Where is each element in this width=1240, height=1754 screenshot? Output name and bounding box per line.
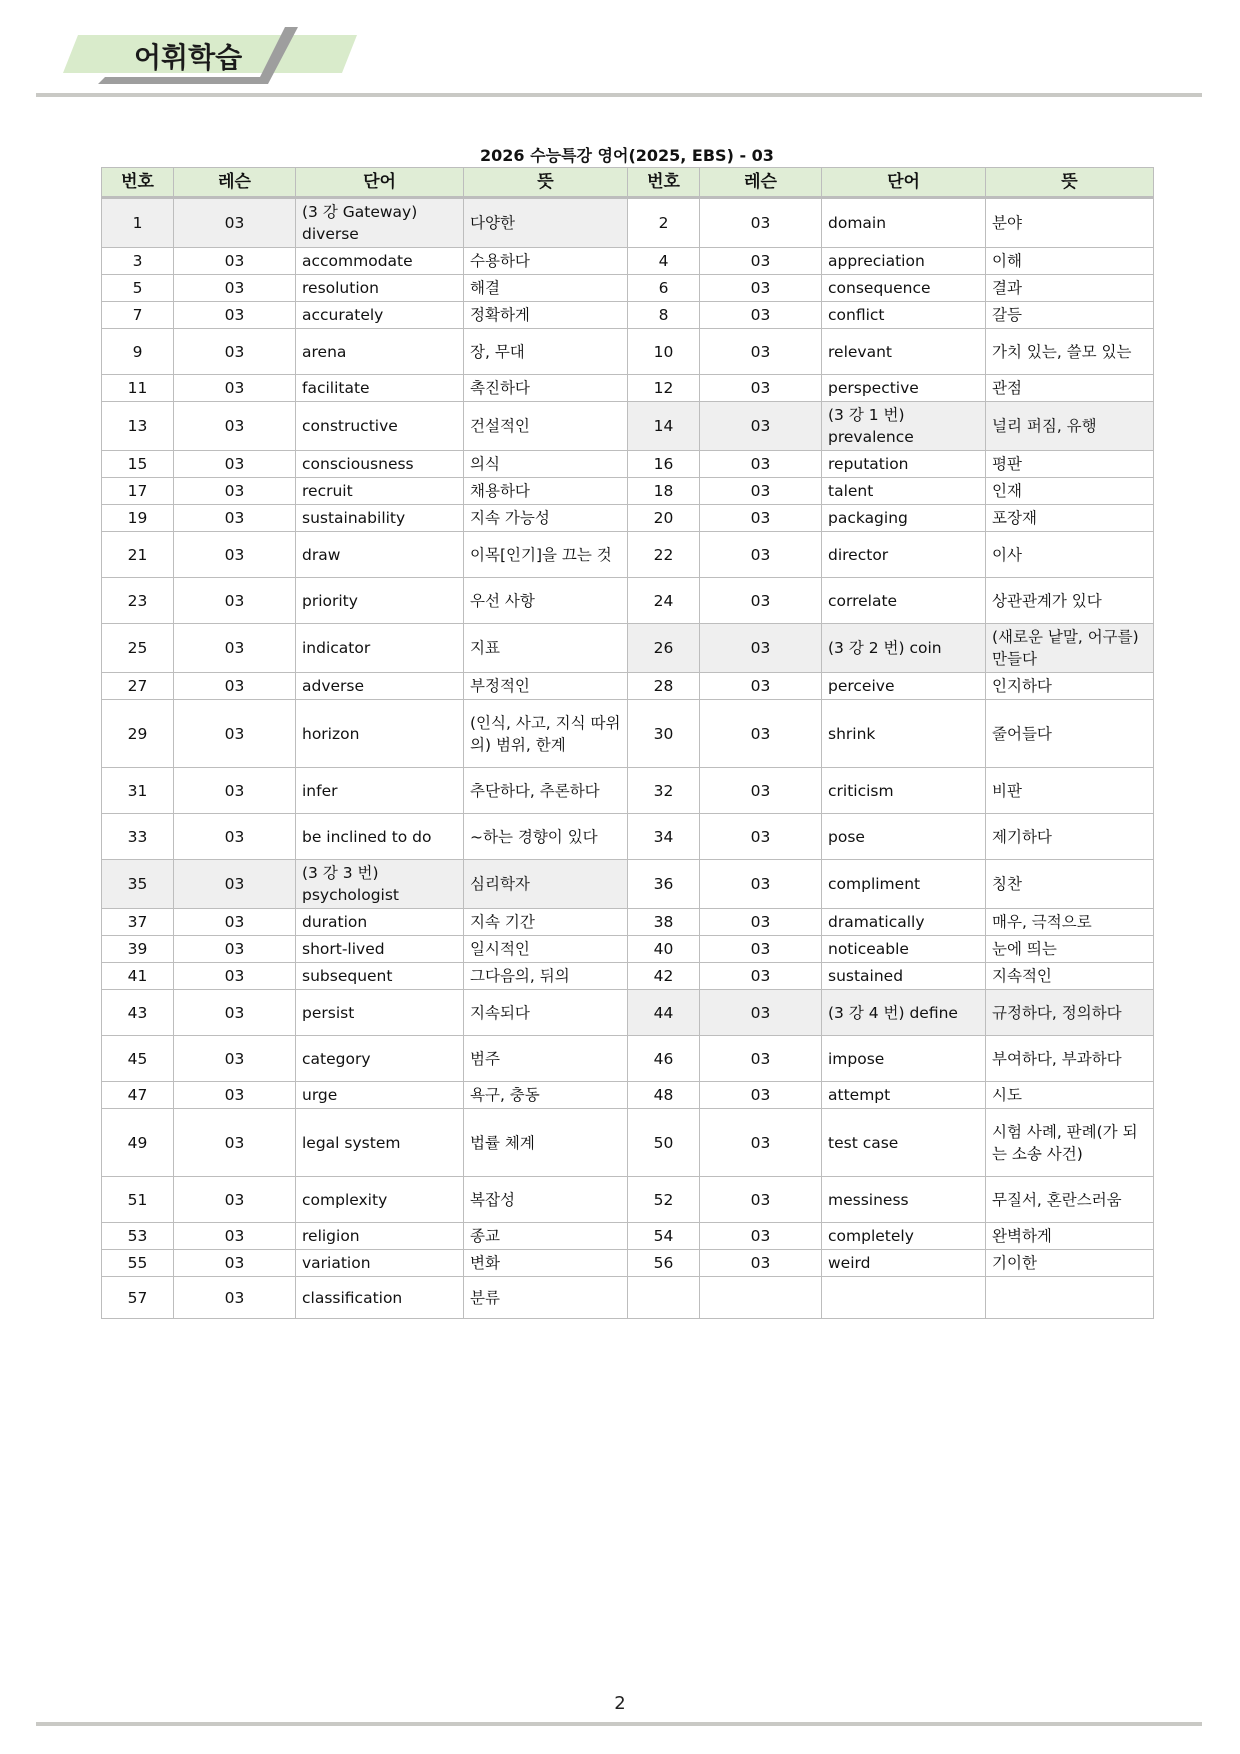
entry-meaning: 지속 기간 xyxy=(464,909,628,936)
entry-number: 8 xyxy=(628,302,700,329)
entry-word: dramatically xyxy=(822,909,986,936)
entry-number: 26 xyxy=(628,624,700,673)
entry-meaning: 비판 xyxy=(986,768,1154,814)
table-row xyxy=(102,275,1154,302)
entry-meaning: 욕구, 충동 xyxy=(464,1082,628,1109)
entry-meaning: 이목[인기]을 끄는 것 xyxy=(464,532,628,578)
header-number: 번호 xyxy=(102,168,174,198)
entry-word xyxy=(822,1277,986,1319)
entry-lesson: 03 xyxy=(174,275,296,302)
entry-meaning: 다양한 xyxy=(464,198,628,248)
entry-lesson: 03 xyxy=(174,1109,296,1177)
table-row xyxy=(102,700,1154,768)
entry-number: 4 xyxy=(628,248,700,275)
table-row xyxy=(102,248,1154,275)
section-title: 어휘학습 xyxy=(134,41,243,74)
entry-meaning: 포장재 xyxy=(986,505,1154,532)
entry-lesson: 03 xyxy=(700,1177,822,1223)
table-row xyxy=(102,532,1154,578)
table-row xyxy=(102,578,1154,624)
entry-lesson: 03 xyxy=(174,860,296,909)
entry-lesson: 03 xyxy=(700,1223,822,1250)
entry-lesson: 03 xyxy=(174,814,296,860)
header-word: 단어 xyxy=(296,168,464,198)
entry-word: appreciation xyxy=(822,248,986,275)
entry-number: 43 xyxy=(102,990,174,1036)
entry-number: 56 xyxy=(628,1250,700,1277)
entry-lesson: 03 xyxy=(174,1223,296,1250)
entry-number: 30 xyxy=(628,700,700,768)
entry-meaning: 칭찬 xyxy=(986,860,1154,909)
entry-meaning: 규정하다, 정의하다 xyxy=(986,990,1154,1036)
entry-lesson: 03 xyxy=(700,198,822,248)
header-number: 번호 xyxy=(628,168,700,198)
entry-lesson: 03 xyxy=(174,1082,296,1109)
entry-number: 16 xyxy=(628,451,700,478)
entry-number: 2 xyxy=(628,198,700,248)
entry-meaning: 정확하게 xyxy=(464,302,628,329)
entry-number: 6 xyxy=(628,275,700,302)
header-lesson: 레슨 xyxy=(174,168,296,198)
entry-lesson: 03 xyxy=(700,1036,822,1082)
entry-word: priority xyxy=(296,578,464,624)
entry-word: consciousness xyxy=(296,451,464,478)
entry-word: messiness xyxy=(822,1177,986,1223)
entry-number: 12 xyxy=(628,375,700,402)
entry-lesson: 03 xyxy=(700,814,822,860)
entry-meaning: 해결 xyxy=(464,275,628,302)
entry-lesson: 03 xyxy=(174,936,296,963)
entry-word: director xyxy=(822,532,986,578)
table-row xyxy=(102,1277,1154,1319)
entry-number: 25 xyxy=(102,624,174,673)
entry-word: test case xyxy=(822,1109,986,1177)
table-row xyxy=(102,624,1154,673)
entry-word: (3 강 4 번) define xyxy=(822,990,986,1036)
entry-word: short-lived xyxy=(296,936,464,963)
entry-word: classification xyxy=(296,1277,464,1319)
entry-number: 51 xyxy=(102,1177,174,1223)
entry-lesson: 03 xyxy=(174,578,296,624)
entry-meaning: 변화 xyxy=(464,1250,628,1277)
entry-lesson: 03 xyxy=(174,768,296,814)
entry-number: 57 xyxy=(102,1277,174,1319)
table-row xyxy=(102,198,1154,248)
table-row xyxy=(102,673,1154,700)
entry-word: indicator xyxy=(296,624,464,673)
table-row xyxy=(102,1177,1154,1223)
entry-lesson: 03 xyxy=(700,478,822,505)
entry-meaning: 지속되다 xyxy=(464,990,628,1036)
entry-lesson: 03 xyxy=(174,673,296,700)
entry-lesson: 03 xyxy=(700,578,822,624)
entry-word: talent xyxy=(822,478,986,505)
entry-lesson: 03 xyxy=(174,505,296,532)
entry-meaning: 널리 퍼짐, 유행 xyxy=(986,402,1154,451)
entry-word: infer xyxy=(296,768,464,814)
entry-word: legal system xyxy=(296,1109,464,1177)
entry-word: adverse xyxy=(296,673,464,700)
entry-word: (3 강 1 번) prevalence xyxy=(822,402,986,451)
entry-meaning: 일시적인 xyxy=(464,936,628,963)
entry-lesson: 03 xyxy=(174,1036,296,1082)
table-row xyxy=(102,909,1154,936)
entry-meaning: 장, 무대 xyxy=(464,329,628,375)
entry-lesson: 03 xyxy=(700,963,822,990)
entry-lesson: 03 xyxy=(700,451,822,478)
entry-meaning: 인재 xyxy=(986,478,1154,505)
entry-number: 31 xyxy=(102,768,174,814)
entry-lesson: 03 xyxy=(700,768,822,814)
entry-word: consequence xyxy=(822,275,986,302)
entry-meaning: ~하는 경향이 있다 xyxy=(464,814,628,860)
header-meaning: 뜻 xyxy=(464,168,628,198)
entry-number: 9 xyxy=(102,329,174,375)
table-row xyxy=(102,1082,1154,1109)
table-row xyxy=(102,302,1154,329)
entry-number: 21 xyxy=(102,532,174,578)
entry-meaning: 수용하다 xyxy=(464,248,628,275)
table-row xyxy=(102,451,1154,478)
entry-word: subsequent xyxy=(296,963,464,990)
entry-number: 13 xyxy=(102,402,174,451)
entry-number: 46 xyxy=(628,1036,700,1082)
entry-lesson: 03 xyxy=(700,302,822,329)
entry-word: completely xyxy=(822,1223,986,1250)
entry-word: persist xyxy=(296,990,464,1036)
entry-word: reputation xyxy=(822,451,986,478)
entry-word: variation xyxy=(296,1250,464,1277)
entry-number: 22 xyxy=(628,532,700,578)
entry-lesson: 03 xyxy=(174,909,296,936)
entry-meaning: (새로운 낱말, 어구를) 만들다 xyxy=(986,624,1154,673)
entry-word: sustainability xyxy=(296,505,464,532)
entry-meaning: 채용하다 xyxy=(464,478,628,505)
entry-number: 10 xyxy=(628,329,700,375)
entry-lesson: 03 xyxy=(700,936,822,963)
entry-lesson: 03 xyxy=(700,275,822,302)
entry-word: facilitate xyxy=(296,375,464,402)
entry-number: 20 xyxy=(628,505,700,532)
entry-meaning: 눈에 띄는 xyxy=(986,936,1154,963)
entry-word: horizon xyxy=(296,700,464,768)
entry-meaning: 인지하다 xyxy=(986,673,1154,700)
document-title: 2026 수능특강 영어(2025, EBS) - 03 xyxy=(480,146,774,165)
entry-meaning: 상관관계가 있다 xyxy=(986,578,1154,624)
entry-meaning: 의식 xyxy=(464,451,628,478)
entry-meaning: 분류 xyxy=(464,1277,628,1319)
entry-meaning: (인식, 사고, 지식 따위의) 범위, 한계 xyxy=(464,700,628,768)
entry-word: arena xyxy=(296,329,464,375)
entry-word: (3 강 2 번) coin xyxy=(822,624,986,673)
table-row xyxy=(102,963,1154,990)
entry-number: 52 xyxy=(628,1177,700,1223)
entry-number: 39 xyxy=(102,936,174,963)
entry-word: correlate xyxy=(822,578,986,624)
entry-word: conflict xyxy=(822,302,986,329)
entry-meaning: 이해 xyxy=(986,248,1154,275)
entry-lesson: 03 xyxy=(174,198,296,248)
entry-meaning: 복잡성 xyxy=(464,1177,628,1223)
entry-word: attempt xyxy=(822,1082,986,1109)
entry-number: 45 xyxy=(102,1036,174,1082)
entry-lesson: 03 xyxy=(700,673,822,700)
table-row xyxy=(102,1223,1154,1250)
entry-number: 38 xyxy=(628,909,700,936)
entry-number: 23 xyxy=(102,578,174,624)
entry-meaning: 기이한 xyxy=(986,1250,1154,1277)
entry-meaning: 결과 xyxy=(986,275,1154,302)
entry-number xyxy=(628,1277,700,1319)
table-row xyxy=(102,329,1154,375)
entry-meaning: 범주 xyxy=(464,1036,628,1082)
table-row xyxy=(102,936,1154,963)
entry-lesson: 03 xyxy=(174,532,296,578)
entry-lesson: 03 xyxy=(174,402,296,451)
table-row xyxy=(102,1250,1154,1277)
entry-meaning: 심리학자 xyxy=(464,860,628,909)
table-row xyxy=(102,375,1154,402)
entry-lesson: 03 xyxy=(700,375,822,402)
entry-word: sustained xyxy=(822,963,986,990)
top-divider xyxy=(36,93,1202,97)
entry-lesson: 03 xyxy=(174,990,296,1036)
entry-number: 7 xyxy=(102,302,174,329)
entry-word: draw xyxy=(296,532,464,578)
entry-meaning: 지속적인 xyxy=(986,963,1154,990)
entry-word: criticism xyxy=(822,768,986,814)
entry-meaning: 우선 사항 xyxy=(464,578,628,624)
entry-word: category xyxy=(296,1036,464,1082)
entry-lesson: 03 xyxy=(174,375,296,402)
header-word: 단어 xyxy=(822,168,986,198)
entry-meaning: 줄어들다 xyxy=(986,700,1154,768)
entry-number: 44 xyxy=(628,990,700,1036)
entry-number: 42 xyxy=(628,963,700,990)
entry-meaning: 관점 xyxy=(986,375,1154,402)
entry-lesson: 03 xyxy=(174,1277,296,1319)
entry-lesson: 03 xyxy=(700,1109,822,1177)
entry-number: 36 xyxy=(628,860,700,909)
entry-lesson: 03 xyxy=(174,624,296,673)
entry-word: pose xyxy=(822,814,986,860)
table-row xyxy=(102,1109,1154,1177)
entry-meaning: 종교 xyxy=(464,1223,628,1250)
entry-lesson: 03 xyxy=(700,1250,822,1277)
entry-meaning: 제기하다 xyxy=(986,814,1154,860)
entry-number: 33 xyxy=(102,814,174,860)
table-row xyxy=(102,505,1154,532)
entry-meaning: 분야 xyxy=(986,198,1154,248)
entry-meaning: 지속 가능성 xyxy=(464,505,628,532)
entry-word: resolution xyxy=(296,275,464,302)
table-row xyxy=(102,478,1154,505)
entry-number: 15 xyxy=(102,451,174,478)
entry-lesson: 03 xyxy=(174,451,296,478)
entry-number: 47 xyxy=(102,1082,174,1109)
entry-lesson: 03 xyxy=(174,700,296,768)
header-lesson: 레슨 xyxy=(700,168,822,198)
entry-number: 14 xyxy=(628,402,700,451)
entry-lesson: 03 xyxy=(700,860,822,909)
entry-number: 28 xyxy=(628,673,700,700)
entry-word: compliment xyxy=(822,860,986,909)
entry-number: 19 xyxy=(102,505,174,532)
entry-lesson: 03 xyxy=(700,329,822,375)
entry-number: 50 xyxy=(628,1109,700,1177)
entry-number: 55 xyxy=(102,1250,174,1277)
entry-word: accurately xyxy=(296,302,464,329)
entry-lesson: 03 xyxy=(174,248,296,275)
entry-number: 24 xyxy=(628,578,700,624)
entry-word: (3 강 Gateway) diverse xyxy=(296,198,464,248)
entry-word: complexity xyxy=(296,1177,464,1223)
entry-number: 34 xyxy=(628,814,700,860)
vocabulary-table xyxy=(101,167,1154,1319)
page-number: 2 xyxy=(614,1693,626,1714)
entry-meaning xyxy=(986,1277,1154,1319)
entry-lesson: 03 xyxy=(700,532,822,578)
entry-number: 37 xyxy=(102,909,174,936)
entry-meaning: 건설적인 xyxy=(464,402,628,451)
entry-number: 41 xyxy=(102,963,174,990)
entry-number: 40 xyxy=(628,936,700,963)
entry-lesson: 03 xyxy=(700,402,822,451)
entry-meaning: 법률 체계 xyxy=(464,1109,628,1177)
entry-number: 49 xyxy=(102,1109,174,1177)
entry-meaning: 갈등 xyxy=(986,302,1154,329)
entry-word: impose xyxy=(822,1036,986,1082)
table-row xyxy=(102,990,1154,1036)
entry-number: 54 xyxy=(628,1223,700,1250)
entry-word: urge xyxy=(296,1082,464,1109)
entry-word: relevant xyxy=(822,329,986,375)
entry-meaning: 이사 xyxy=(986,532,1154,578)
entry-word: accommodate xyxy=(296,248,464,275)
entry-lesson: 03 xyxy=(700,624,822,673)
entry-meaning: 그다음의, 뒤의 xyxy=(464,963,628,990)
table-row xyxy=(102,814,1154,860)
entry-word: duration xyxy=(296,909,464,936)
entry-lesson: 03 xyxy=(174,329,296,375)
entry-meaning: 매우, 극적으로 xyxy=(986,909,1154,936)
entry-number: 3 xyxy=(102,248,174,275)
entry-meaning: 부정적인 xyxy=(464,673,628,700)
entry-lesson: 03 xyxy=(700,505,822,532)
table-row xyxy=(102,768,1154,814)
entry-number: 11 xyxy=(102,375,174,402)
entry-number: 27 xyxy=(102,673,174,700)
entry-number: 35 xyxy=(102,860,174,909)
entry-lesson: 03 xyxy=(700,248,822,275)
entry-meaning: 추단하다, 추론하다 xyxy=(464,768,628,814)
entry-meaning: 무질서, 혼란스러움 xyxy=(986,1177,1154,1223)
entry-lesson: 03 xyxy=(174,1250,296,1277)
entry-lesson: 03 xyxy=(174,302,296,329)
entry-lesson: 03 xyxy=(700,1082,822,1109)
entry-word: weird xyxy=(822,1250,986,1277)
entry-number: 29 xyxy=(102,700,174,768)
entry-lesson: 03 xyxy=(174,1177,296,1223)
table-header-row xyxy=(102,168,1154,198)
entry-word: perspective xyxy=(822,375,986,402)
entry-number: 48 xyxy=(628,1082,700,1109)
entry-lesson xyxy=(700,1277,822,1319)
bottom-divider xyxy=(36,1722,1202,1726)
entry-number: 32 xyxy=(628,768,700,814)
entry-word: packaging xyxy=(822,505,986,532)
entry-word: domain xyxy=(822,198,986,248)
entry-meaning: 부여하다, 부과하다 xyxy=(986,1036,1154,1082)
table-row xyxy=(102,402,1154,451)
entry-meaning: 평판 xyxy=(986,451,1154,478)
entry-meaning: 촉진하다 xyxy=(464,375,628,402)
entry-number: 1 xyxy=(102,198,174,248)
entry-lesson: 03 xyxy=(700,909,822,936)
entry-lesson: 03 xyxy=(700,990,822,1036)
entry-word: shrink xyxy=(822,700,986,768)
entry-meaning: 시도 xyxy=(986,1082,1154,1109)
entry-meaning: 가치 있는, 쓸모 있는 xyxy=(986,329,1154,375)
table-row xyxy=(102,860,1154,909)
entry-number: 5 xyxy=(102,275,174,302)
entry-meaning: 완벽하게 xyxy=(986,1223,1154,1250)
entry-meaning: 시험 사례, 판례(가 되는 소송 사건) xyxy=(986,1109,1154,1177)
table-row xyxy=(102,1036,1154,1082)
entry-word: noticeable xyxy=(822,936,986,963)
entry-word: (3 강 3 번) psychologist xyxy=(296,860,464,909)
header-meaning: 뜻 xyxy=(986,168,1154,198)
entry-lesson: 03 xyxy=(700,700,822,768)
entry-number: 17 xyxy=(102,478,174,505)
entry-word: be inclined to do xyxy=(296,814,464,860)
entry-number: 53 xyxy=(102,1223,174,1250)
entry-lesson: 03 xyxy=(174,478,296,505)
entry-lesson: 03 xyxy=(174,963,296,990)
entry-word: religion xyxy=(296,1223,464,1250)
entry-word: perceive xyxy=(822,673,986,700)
entry-word: recruit xyxy=(296,478,464,505)
entry-number: 18 xyxy=(628,478,700,505)
entry-word: constructive xyxy=(296,402,464,451)
entry-meaning: 지표 xyxy=(464,624,628,673)
